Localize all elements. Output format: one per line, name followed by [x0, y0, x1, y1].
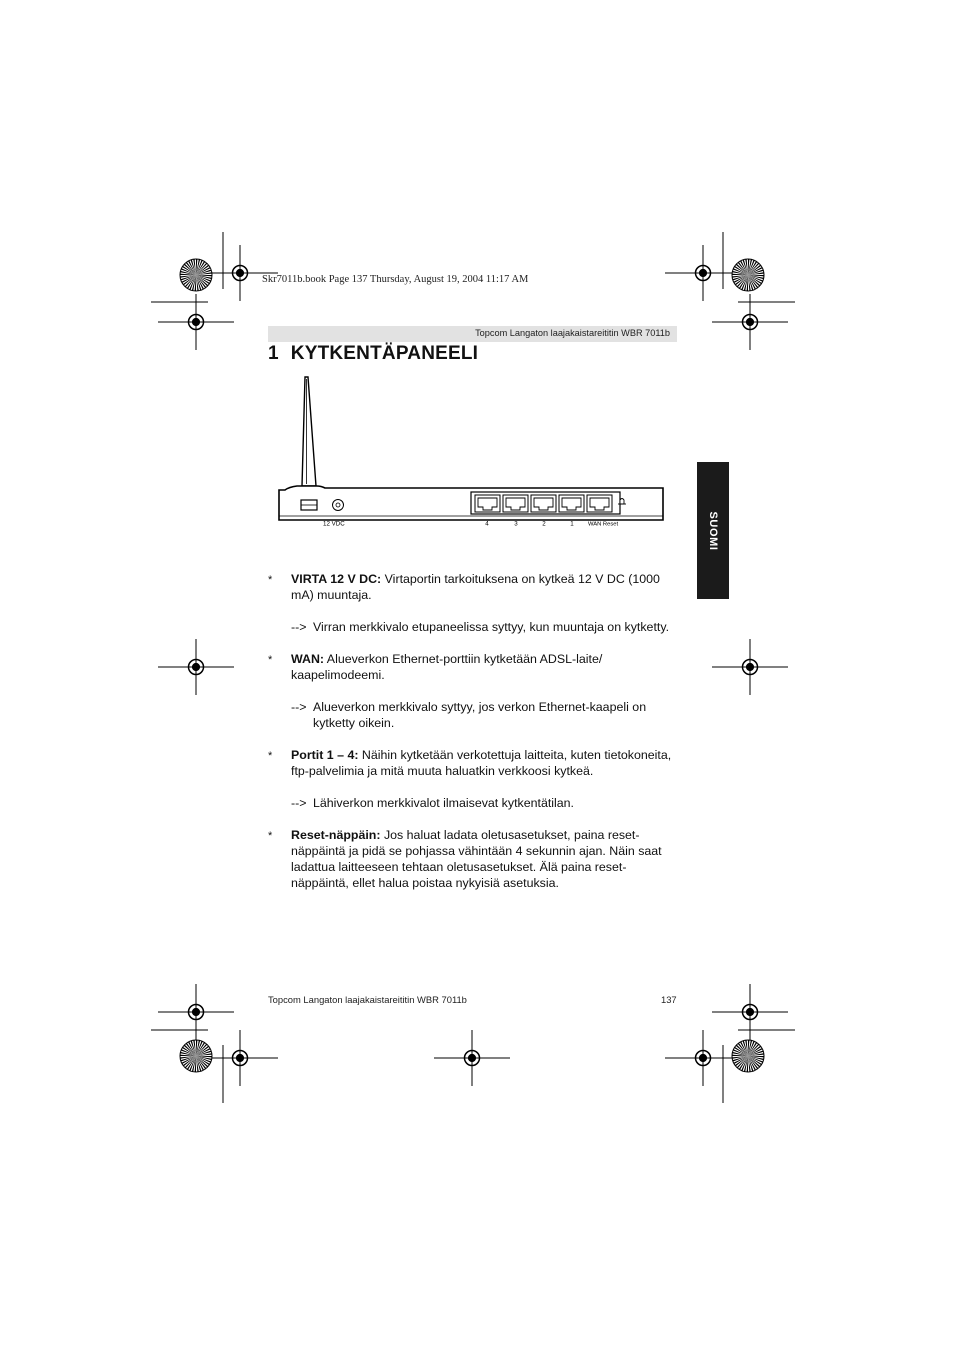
port-label-3: 3 [514, 520, 518, 528]
registration-mark-icon [158, 639, 234, 695]
registration-mark-icon [158, 984, 234, 1040]
list-note [268, 699, 680, 731]
ethernet-port-icon [531, 495, 556, 512]
ethernet-port-icon [559, 495, 584, 512]
item-text: Näihin kytketään verkotettuja laitteita, kuten tietokoneita, ftp-palvelimia ja mitä muuta haluatkin verkkoosi kytkeä. [291, 748, 672, 778]
list-item [268, 747, 680, 779]
list-item [268, 827, 680, 891]
section-title: KYTKENTÄPANEELI [290, 343, 479, 364]
note-arrow: --> [291, 700, 307, 714]
language-tab-label: SUOMI [707, 510, 719, 551]
item-label: Portit 1 – 4: [291, 748, 359, 762]
list-bullet: * [268, 654, 273, 666]
footer-title: Topcom Langaton laajakaistareititin WBR 7011b [268, 994, 467, 1005]
registration-mark-icon [202, 245, 278, 301]
list-bullet: * [268, 750, 273, 762]
port-label-wan-reset: WAN Reset [588, 521, 619, 528]
registration-mark-icon [434, 1030, 510, 1086]
list-item [268, 571, 680, 603]
ethernet-port-icon [475, 495, 500, 512]
page-title [268, 343, 478, 365]
reset-button-icon [620, 499, 624, 505]
port-label-2: 2 [542, 520, 546, 528]
item-text: Alueverkon Ethernet-porttiin kytketään ADSL-laite/ kaapelimodeemi. [291, 652, 603, 682]
language-tab [697, 462, 729, 599]
port-description-list [268, 571, 680, 891]
star-target-mark-icon [732, 259, 764, 291]
item-text: Virtaportin tarkoituksena on kytkeä 12 V DC (1000 mA) muuntaja. [291, 572, 660, 602]
running-header [268, 326, 677, 342]
list-bullet: * [268, 830, 273, 842]
list-note [268, 619, 680, 635]
note-text: Lähiverkon merkkivalot ilmaisevat kytkentätilan. [313, 796, 575, 810]
power-port-label: 12 VDC [323, 520, 345, 528]
registration-mark-icon [712, 984, 788, 1040]
registration-mark-icon [202, 1030, 278, 1086]
port-label-4: 4 [485, 520, 489, 528]
item-label: Reset-näppäin: [291, 828, 381, 842]
list-item [268, 651, 680, 683]
page-number: 137 [661, 994, 677, 1005]
list-bullet: * [268, 574, 273, 586]
star-target-mark-icon [180, 259, 212, 291]
router-back-panel-illustration [275, 374, 667, 534]
note-arrow: --> [291, 620, 307, 634]
ethernet-port-icon [587, 495, 612, 512]
item-text: Jos haluat ladata oletusasetukset, paina reset-näppäintä ja pidä se pohjassa vähintään 4 sekunnin ajan. Näin saat ladattua laitteeseen tehtaan oletusasetukset. Älä paina reset-näppäintä, ellet halua poistaa nykyisiä asetuksia. [291, 828, 662, 890]
registration-mark-icon [665, 1030, 741, 1086]
section-number: 1 [268, 343, 279, 364]
ethernet-port-icon [503, 495, 528, 512]
note-text: Alueverkon merkkivalo syttyy, jos verkon Ethernet-kaapeli on kytketty oikein. [313, 700, 647, 730]
registration-mark-icon [665, 245, 741, 301]
print-info: Skr7011b.book Page 137 Thursday, August 19, 2004 11:17 AM [262, 274, 529, 285]
star-target-mark-icon [732, 1040, 764, 1072]
item-label: VIRTA 12 V DC: [291, 572, 382, 586]
port-label-1: 1 [570, 520, 574, 528]
note-arrow: --> [291, 796, 307, 810]
registration-mark-icon [712, 639, 788, 695]
star-target-mark-icon [180, 1040, 212, 1072]
antenna-icon [302, 377, 316, 486]
item-label: WAN: [291, 652, 325, 666]
note-text: Virran merkkivalo etupaneelissa syttyy, kun muuntaja on kytketty. [313, 620, 670, 634]
running-header-text: Topcom Langaton laajakaistareititin WBR 7011b [475, 328, 670, 338]
list-note [268, 795, 680, 811]
